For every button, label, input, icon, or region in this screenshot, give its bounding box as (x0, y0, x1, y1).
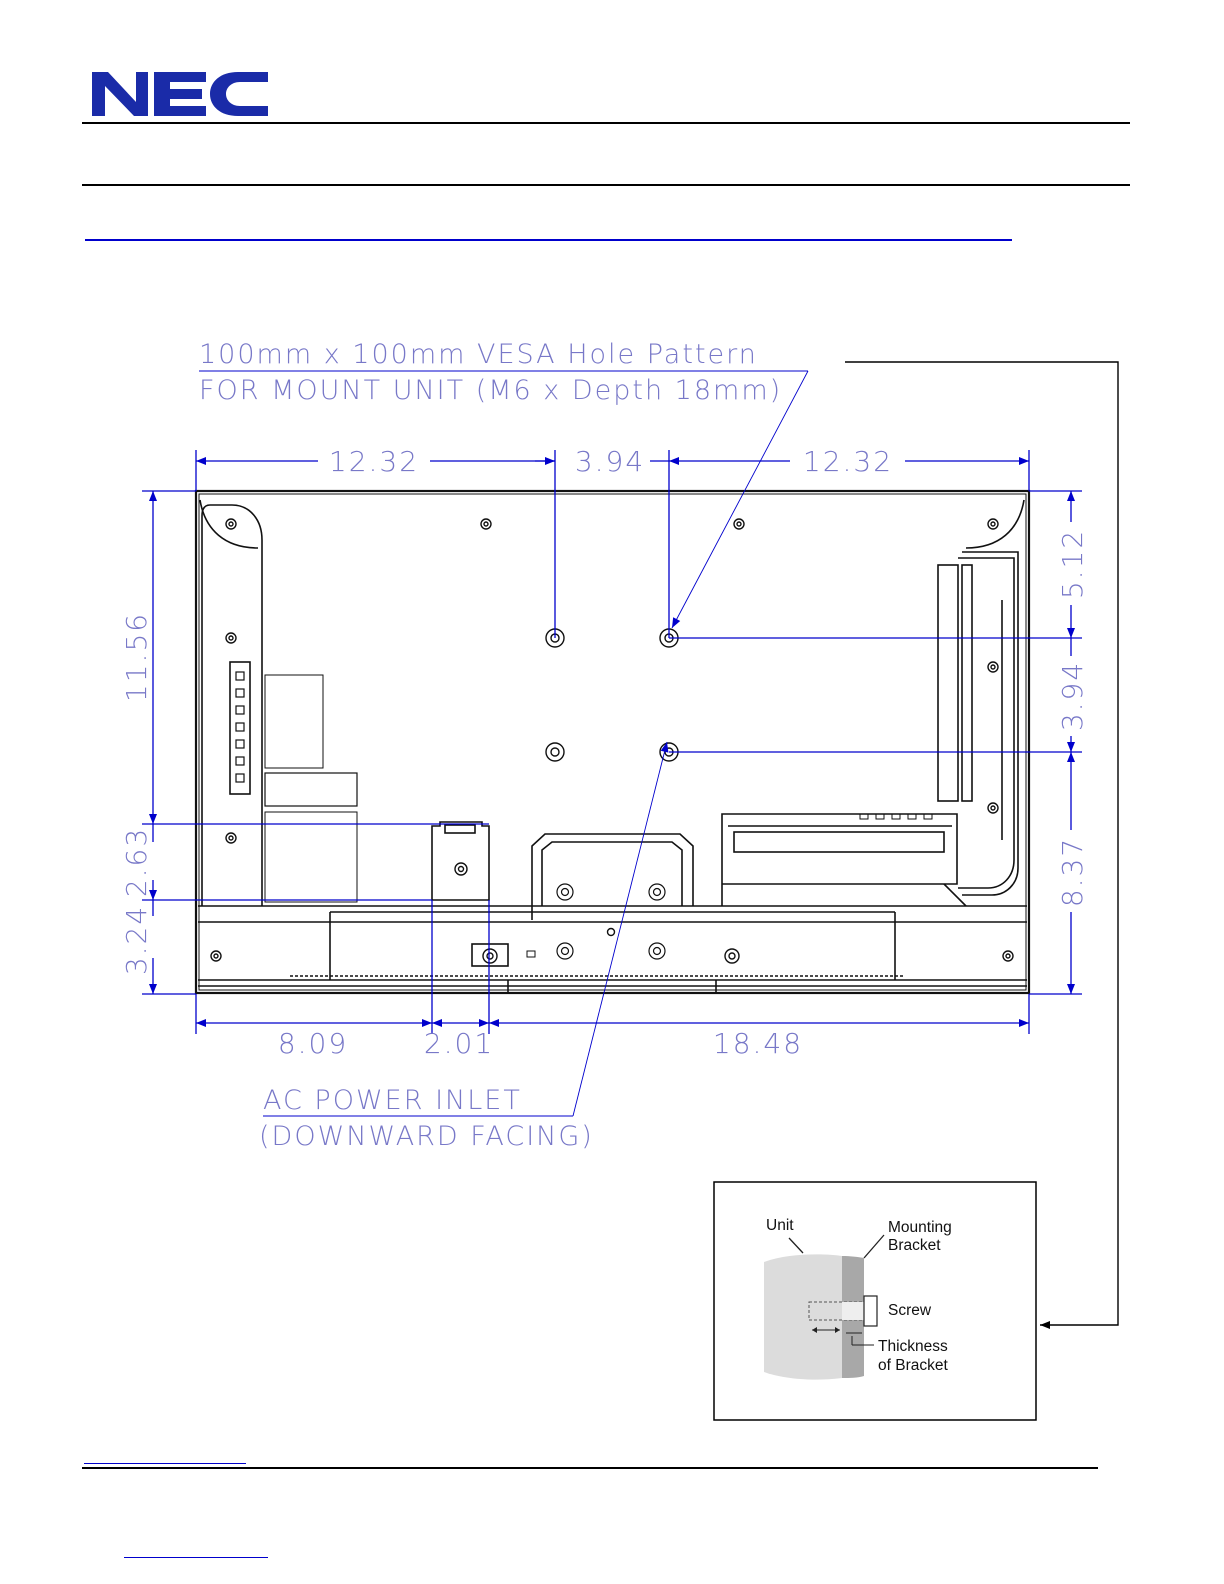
footer-rule (82, 1467, 1098, 1469)
dimension-lines (142, 371, 1082, 1116)
dim-right-upper: 5.12 (1056, 528, 1089, 600)
dim-top-left: 12.32 (328, 445, 420, 478)
dim-left-lower: 3.24 (120, 904, 153, 976)
inset-mounting-label-2: Bracket (888, 1237, 941, 1254)
ac-callout-line1: AC POWER INLET (263, 1085, 522, 1116)
dim-bottom-left: 8.09 (277, 1027, 349, 1060)
dim-bottom-center: 2.01 (423, 1027, 495, 1060)
dim-right-middle: 3.94 (1056, 660, 1089, 732)
vesa-holes (546, 629, 678, 761)
ac-callout-line2: (DOWNWARD FACING) (259, 1121, 594, 1152)
dim-top-center: 3.94 (574, 445, 646, 478)
inset-thickness-label-1: Thickness (878, 1338, 948, 1355)
dim-left-middle: 2.63 (120, 826, 153, 898)
dim-left-upper: 11.56 (120, 611, 153, 703)
dim-right-lower: 8.37 (1056, 836, 1089, 908)
inset-screw-label: Screw (888, 1302, 932, 1319)
dim-top-right: 12.32 (802, 445, 894, 478)
vesa-callout-line1: 100mm x 100mm VESA Hole Pattern (199, 339, 758, 370)
inset-mounting-label-1: Mounting (888, 1219, 952, 1236)
footer-link-rule-1 (84, 1463, 246, 1464)
monitor-rear-view (196, 491, 1029, 993)
screw-bosses (211, 519, 1013, 963)
footer-link-rule-2 (124, 1557, 268, 1558)
inset-unit-label: Unit (766, 1217, 794, 1234)
vesa-callout-line2: FOR MOUNT UNIT (M6 x Depth 18mm) (199, 375, 783, 406)
dim-bottom-right: 18.48 (712, 1027, 804, 1060)
bracket-detail-inset (714, 1182, 1036, 1420)
inset-thickness-label-2: of Bracket (878, 1357, 948, 1374)
